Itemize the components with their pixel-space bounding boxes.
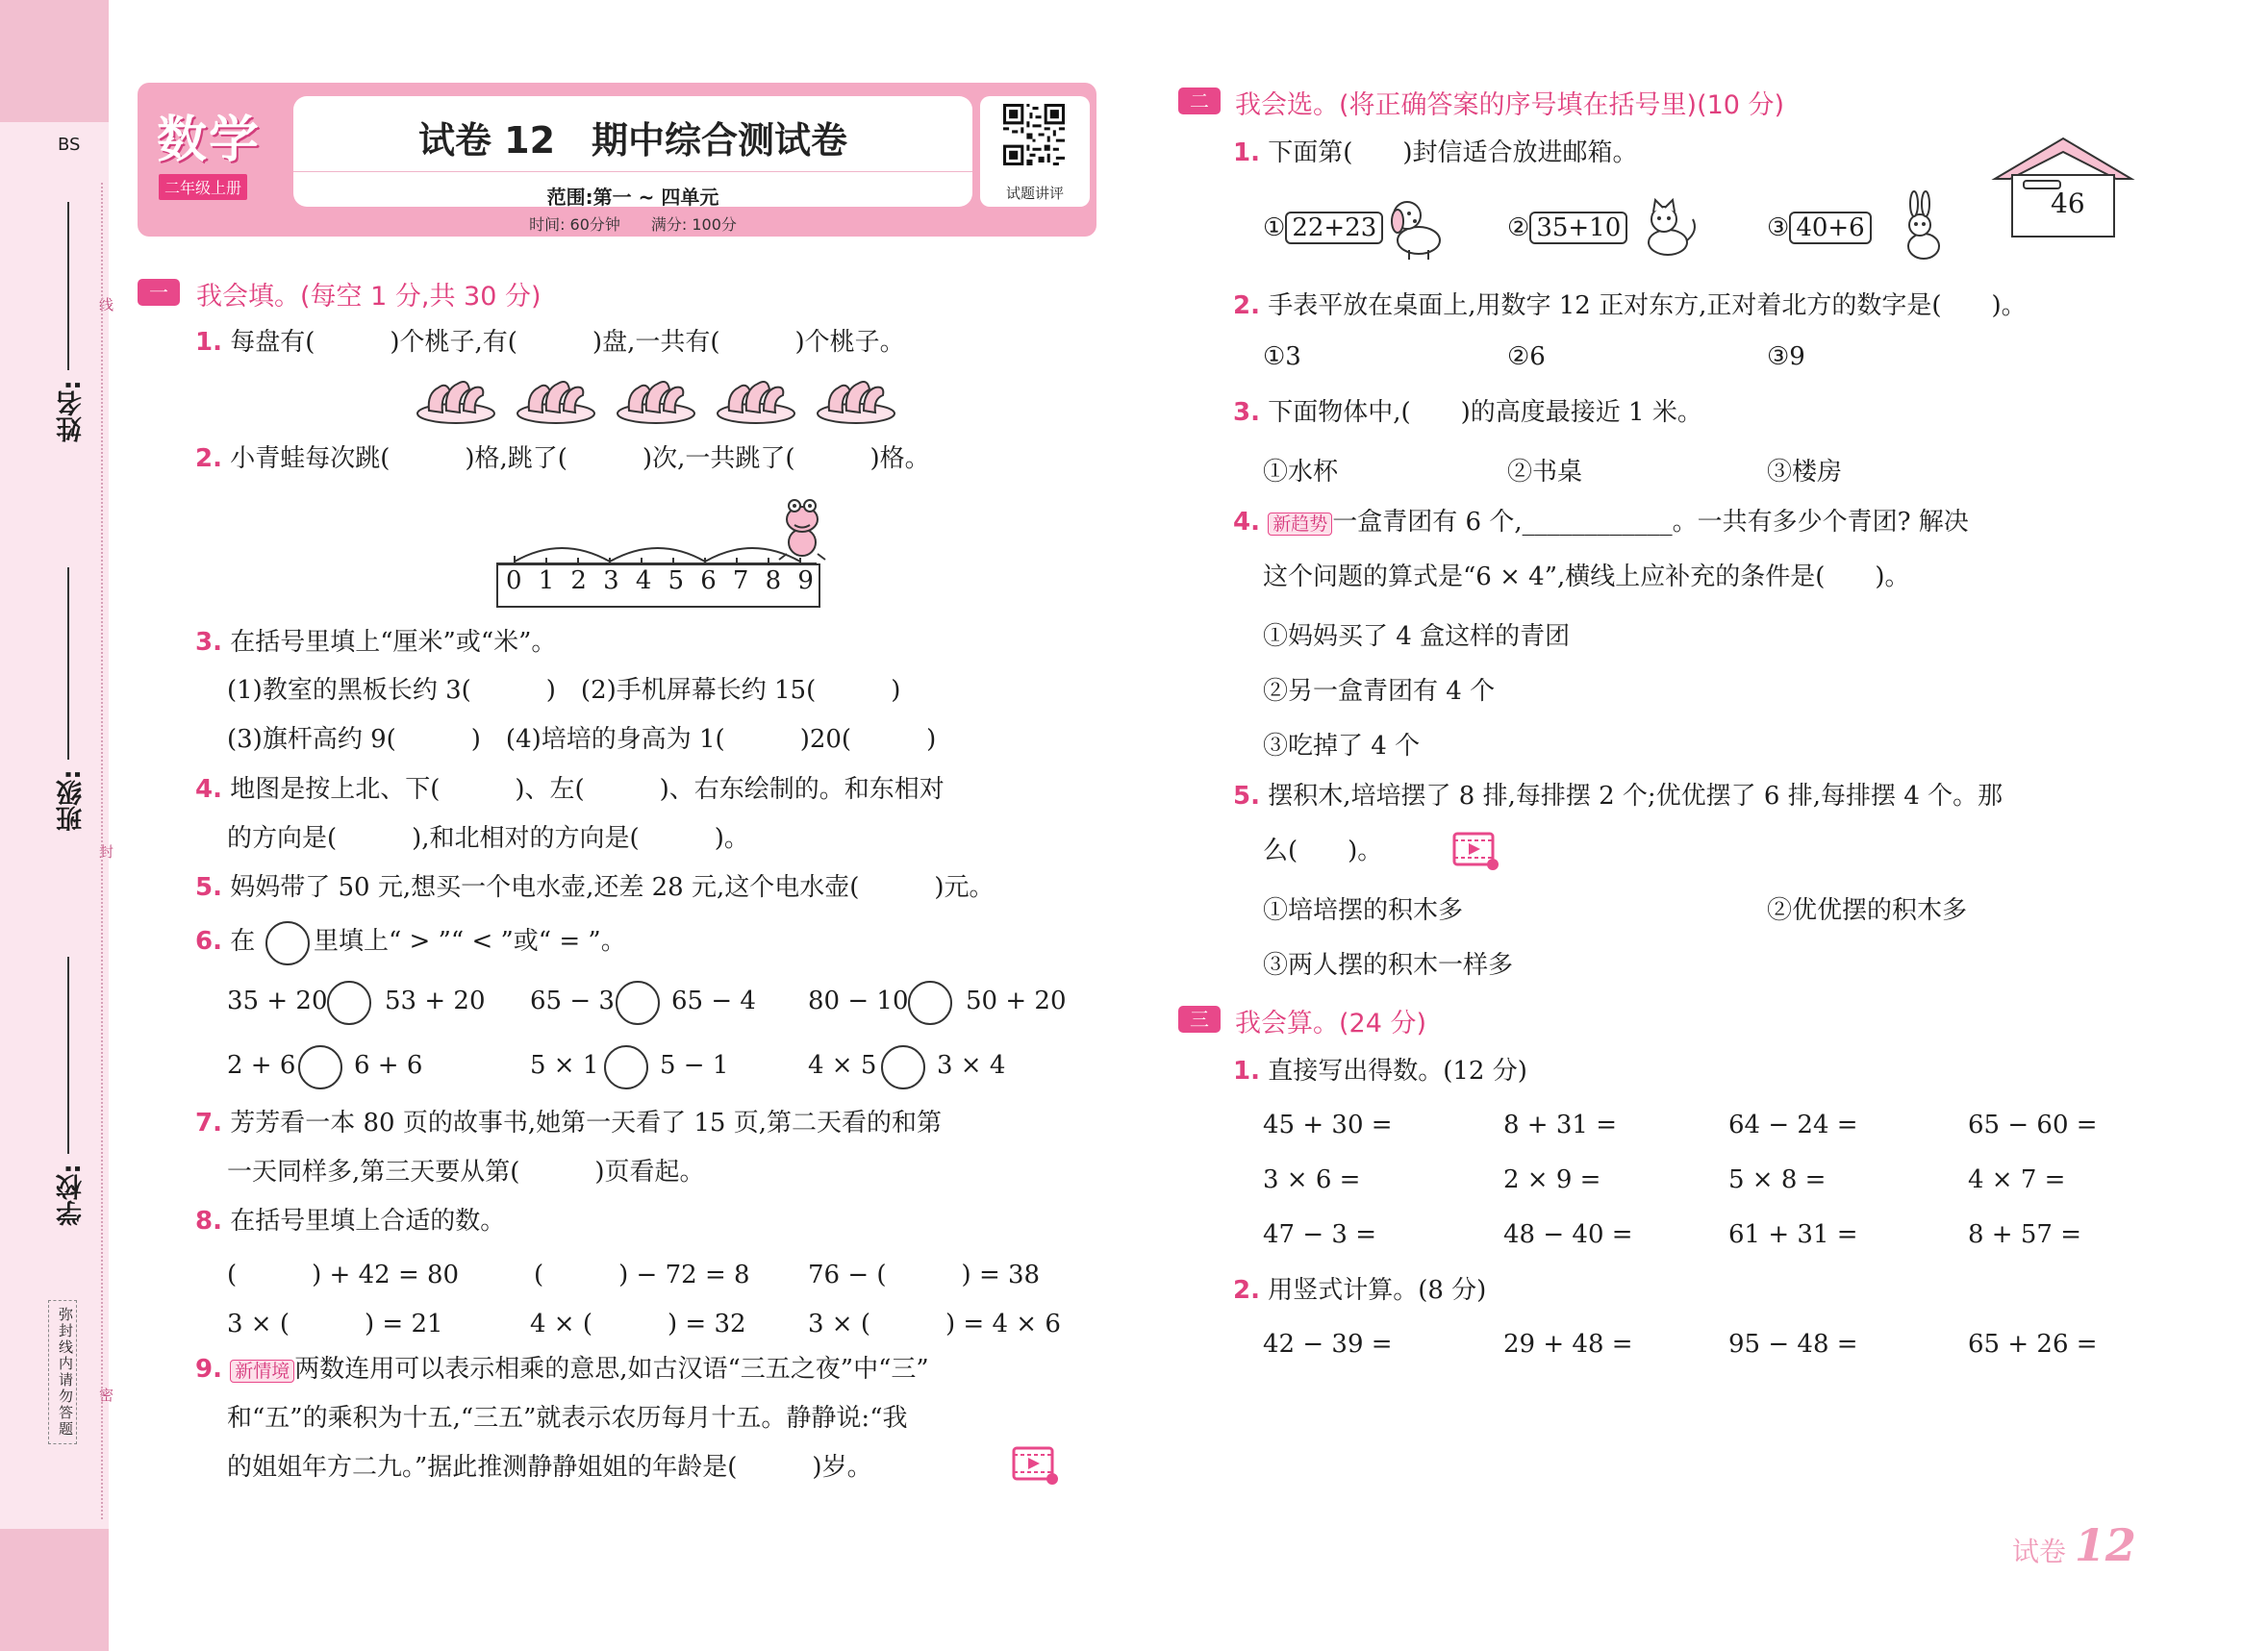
envelope-value: 40+6	[1789, 212, 1871, 244]
oral-calc: 8 + 57 =	[1968, 1220, 2081, 1249]
question-text: (1)教室的黑板长约 3( ) (2)手机屏幕长约 15( )	[227, 676, 901, 705]
cat-image	[1635, 192, 1702, 262]
peach-plates-image	[416, 370, 916, 430]
fill-equation: 4 × ( ) = 32	[530, 1310, 746, 1338]
q-number: 4.	[195, 775, 222, 804]
new-trend-tag: 新趋势	[1268, 513, 1332, 536]
school-line	[67, 957, 69, 1154]
option: ③两人摆的积木一样多	[1263, 951, 1514, 980]
oral-calc: 64 − 24 =	[1728, 1111, 1858, 1139]
q-number: 2.	[1233, 291, 1260, 320]
vertical-calc: 95 − 48 =	[1728, 1330, 1858, 1359]
exam-meta: 时间: 60分钟 满分: 100分	[529, 215, 737, 234]
oral-calc: 2 × 9 =	[1503, 1165, 1601, 1194]
q-number: 1.	[1233, 138, 1260, 167]
new-context-tag: 新情境	[230, 1360, 294, 1383]
frog-jump-image	[496, 481, 843, 567]
qr-label: 试题讲评	[1005, 185, 1064, 202]
option: ①培培摆的积木多	[1263, 896, 1464, 925]
ruler-digit: 2	[570, 566, 587, 595]
video-play-icon[interactable]	[1452, 830, 1502, 872]
oral-calc: 61 + 31 =	[1728, 1220, 1858, 1249]
answer-circle[interactable]	[604, 1045, 648, 1089]
page-num: 12	[2074, 1519, 2136, 1571]
oral-calc: 5 × 8 =	[1728, 1165, 1827, 1194]
title-divider	[293, 171, 972, 172]
compare-left: 65 − 3	[530, 987, 615, 1015]
q-number: 3.	[195, 628, 222, 657]
answer-circle[interactable]	[298, 1045, 342, 1089]
ruler-digit: 7	[732, 566, 749, 595]
binding-strip-top	[0, 0, 109, 122]
exam-title: 试卷 12 期中综合测试卷	[417, 119, 848, 162]
question-text: 一天同样多,第三天要从第( )页看起。	[227, 1158, 705, 1187]
section3-badge: 三	[1178, 1006, 1221, 1033]
section2-title: 我会选。(将正确答案的序号填在括号里)(10 分)	[1235, 90, 1785, 120]
question-text: 直接写出得数。(12 分)	[1268, 1057, 1527, 1086]
ruler-digit: 3	[603, 566, 619, 595]
answer-circle[interactable]	[616, 981, 660, 1025]
mailbox-number: 46	[2051, 188, 2085, 219]
option: ②书桌	[1507, 458, 1583, 487]
question-text: 两数连用可以表示相乘的意思,如古汉语“三五之夜”中“三”	[294, 1355, 929, 1384]
oral-calc: 65 − 60 =	[1968, 1111, 2098, 1139]
option: ③吃掉了 4 个	[1263, 732, 1421, 761]
envelope-value: 35+10	[1529, 212, 1627, 244]
name-line	[67, 202, 69, 370]
q-number: 7.	[195, 1109, 222, 1138]
answer-circle[interactable]	[881, 1045, 925, 1089]
fill-equation: 3 × ( ) = 4 × 6	[808, 1310, 1061, 1338]
oral-calc: 45 + 30 =	[1263, 1111, 1393, 1139]
oral-calc: 3 × 6 =	[1263, 1165, 1361, 1194]
name-label: 姓名:	[57, 380, 87, 442]
q-number: 3.	[1233, 398, 1260, 427]
vertical-calc: 42 − 39 =	[1263, 1330, 1393, 1359]
vertical-calc: 65 + 26 =	[1968, 1330, 2098, 1359]
ruler-digit: 6	[700, 566, 717, 595]
section3-title: 我会算。(24 分)	[1235, 1009, 1427, 1038]
question-text: 每盘有( )个桃子,有( )盘,一共有( )个桃子。	[230, 328, 905, 357]
compare-left: 80 − 10	[808, 987, 909, 1015]
compare-right: 5 − 1	[660, 1051, 729, 1080]
oral-calc: 47 − 3 =	[1263, 1220, 1376, 1249]
question-text: 用竖式计算。(8 分)	[1268, 1276, 1487, 1305]
edition-code: BS	[58, 135, 81, 155]
class-line	[67, 567, 69, 760]
fill-equation: 3 × ( ) = 21	[227, 1310, 443, 1338]
question-text: 和“五”的乘积为十五,“三五”就表示农历每月十五。静静说:“我	[227, 1404, 908, 1433]
question-text: (3)旗杆高约 9( ) (4)培培的身高为 1( )20( )	[227, 725, 937, 754]
option: ①3	[1263, 342, 1301, 371]
question-text: 的姐姐年方二九。”据此推测静静姐姐的年龄是( )岁。	[227, 1453, 872, 1482]
exam-range: 范围:第一 ~ 四单元	[546, 186, 719, 209]
option: ①水杯	[1263, 458, 1339, 487]
envelope-value: 22+23	[1285, 212, 1383, 244]
seal-char-secret: 密	[99, 1387, 114, 1404]
compare-left: 5 × 1	[530, 1051, 599, 1080]
q-number: 6.	[195, 927, 222, 956]
question-text: 么( )。	[1263, 837, 1383, 865]
question-text: 芳芳看一本 80 页的故事书,她第一天看了 15 页,第二天看的和第	[230, 1109, 942, 1138]
option: ③9	[1767, 342, 1805, 371]
ruler-digits	[506, 566, 814, 595]
question-text: 一盒青团有 6 个,____________。一共有多少个青团? 解决	[1332, 508, 1969, 537]
q-number: 1.	[195, 328, 222, 357]
question-text: 里填上“ > ”“ < ”或“ = ”。	[314, 927, 626, 956]
question-text: 在括号里填上合适的数。	[230, 1207, 506, 1236]
binding-strip-bottom	[0, 1529, 109, 1651]
compare-left: 2 + 6	[227, 1051, 296, 1080]
vertical-calc: 29 + 48 =	[1503, 1330, 1633, 1359]
question-text: 下面第( )封信适合放进邮箱。	[1268, 138, 1638, 167]
answer-circle[interactable]	[908, 981, 952, 1025]
q-number: 2.	[195, 444, 222, 473]
seal-char-seal: 封	[99, 843, 114, 861]
q-number: 4.	[1233, 508, 1260, 537]
oral-calc: 8 + 31 =	[1503, 1111, 1617, 1139]
no-answer-notice: 弥封线内请勿答题	[48, 1300, 77, 1444]
option: ①妈妈买了 4 盒这样的青团	[1263, 622, 1571, 651]
video-play-icon[interactable]	[1012, 1444, 1062, 1487]
question-text: 的方向是( ),和北相对的方向是( )。	[227, 824, 749, 853]
option: ②6	[1507, 342, 1546, 371]
compare-right: 6 + 6	[354, 1051, 423, 1080]
compare-right: 65 − 4	[671, 987, 756, 1015]
ruler-digit: 8	[765, 566, 782, 595]
ruler-digit: 5	[668, 566, 685, 595]
oral-calc: 48 − 40 =	[1503, 1220, 1633, 1249]
option-number: ③	[1767, 213, 1790, 242]
school-label: 学校:	[57, 1163, 87, 1226]
grade-badge: 二年级上册	[159, 174, 247, 200]
q-number: 2.	[1233, 1276, 1260, 1305]
question-text: 手表平放在桌面上,用数字 12 正对东方,正对着北方的数字是( )。	[1268, 291, 2027, 320]
section1-badge: 一	[138, 279, 180, 306]
section1-title: 我会填。(每空 1 分,共 30 分)	[196, 282, 542, 312]
seal-dotted-line	[101, 183, 103, 1519]
subject-logo: 数学	[157, 112, 262, 169]
question-text: 这个问题的算式是“6 × 4”,横线上应补充的条件是( )。	[1263, 563, 1910, 591]
answer-circle[interactable]	[265, 921, 310, 965]
answer-circle[interactable]	[327, 981, 371, 1025]
ruler-digit: 9	[797, 566, 814, 595]
q-number: 8.	[195, 1207, 222, 1236]
section2-badge: 二	[1178, 88, 1221, 114]
option: ③楼房	[1767, 458, 1843, 487]
option: ②优优摆的积木多	[1767, 896, 1968, 925]
question-text: 妈妈带了 50 元,想买一个电水壶,还差 28 元,这个电水壶( )元。	[230, 873, 995, 902]
compare-left: 35 + 20	[227, 987, 328, 1015]
page-number	[2012, 1519, 2136, 1571]
class-label: 班级:	[57, 769, 87, 832]
compare-right: 53 + 20	[385, 987, 486, 1015]
qr-code-icon[interactable]	[1003, 104, 1065, 165]
compare-left: 4 × 5	[808, 1051, 877, 1080]
ruler-digit: 1	[538, 566, 555, 595]
fill-equation: ( ) − 72 = 8	[534, 1261, 750, 1289]
question-text: 下面物体中,( )的高度最接近 1 米。	[1268, 398, 1702, 427]
ruler-digit: 0	[506, 566, 522, 595]
q-number: 5.	[1233, 782, 1260, 811]
option-number: ②	[1507, 213, 1530, 242]
question-text: 在	[230, 927, 256, 956]
fill-equation: ( ) + 42 = 80	[227, 1261, 460, 1289]
question-text: 摆积木,培培摆了 8 排,每排摆 2 个;优优摆了 6 排,每排摆 4 个。那	[1268, 782, 2003, 811]
compare-right: 50 + 20	[966, 987, 1067, 1015]
fill-equation: 76 − ( ) = 38	[808, 1261, 1041, 1289]
seal-char-line: 线	[99, 296, 114, 313]
q-number: 9.	[195, 1355, 222, 1384]
rabbit-image	[1895, 190, 1953, 262]
dog-image	[1380, 192, 1448, 262]
q-number: 5.	[195, 873, 222, 902]
page-label: 试卷	[2012, 1536, 2067, 1567]
question-text: 地图是按上北、下( )、左( )、右东绘制的。和东相对	[230, 775, 945, 804]
question-text: 在括号里填上“厘米”或“米”。	[230, 628, 557, 657]
option-number: ①	[1263, 213, 1286, 242]
question-text: 小青蛙每次跳( )格,跳了( )次,一共跳了( )格。	[230, 444, 930, 473]
oral-calc: 4 × 7 =	[1968, 1165, 2066, 1194]
option: ②另一盒青团有 4 个	[1263, 677, 1496, 706]
q-number: 1.	[1233, 1057, 1260, 1086]
compare-right: 3 × 4	[937, 1051, 1006, 1080]
ruler-digit: 4	[635, 566, 652, 595]
